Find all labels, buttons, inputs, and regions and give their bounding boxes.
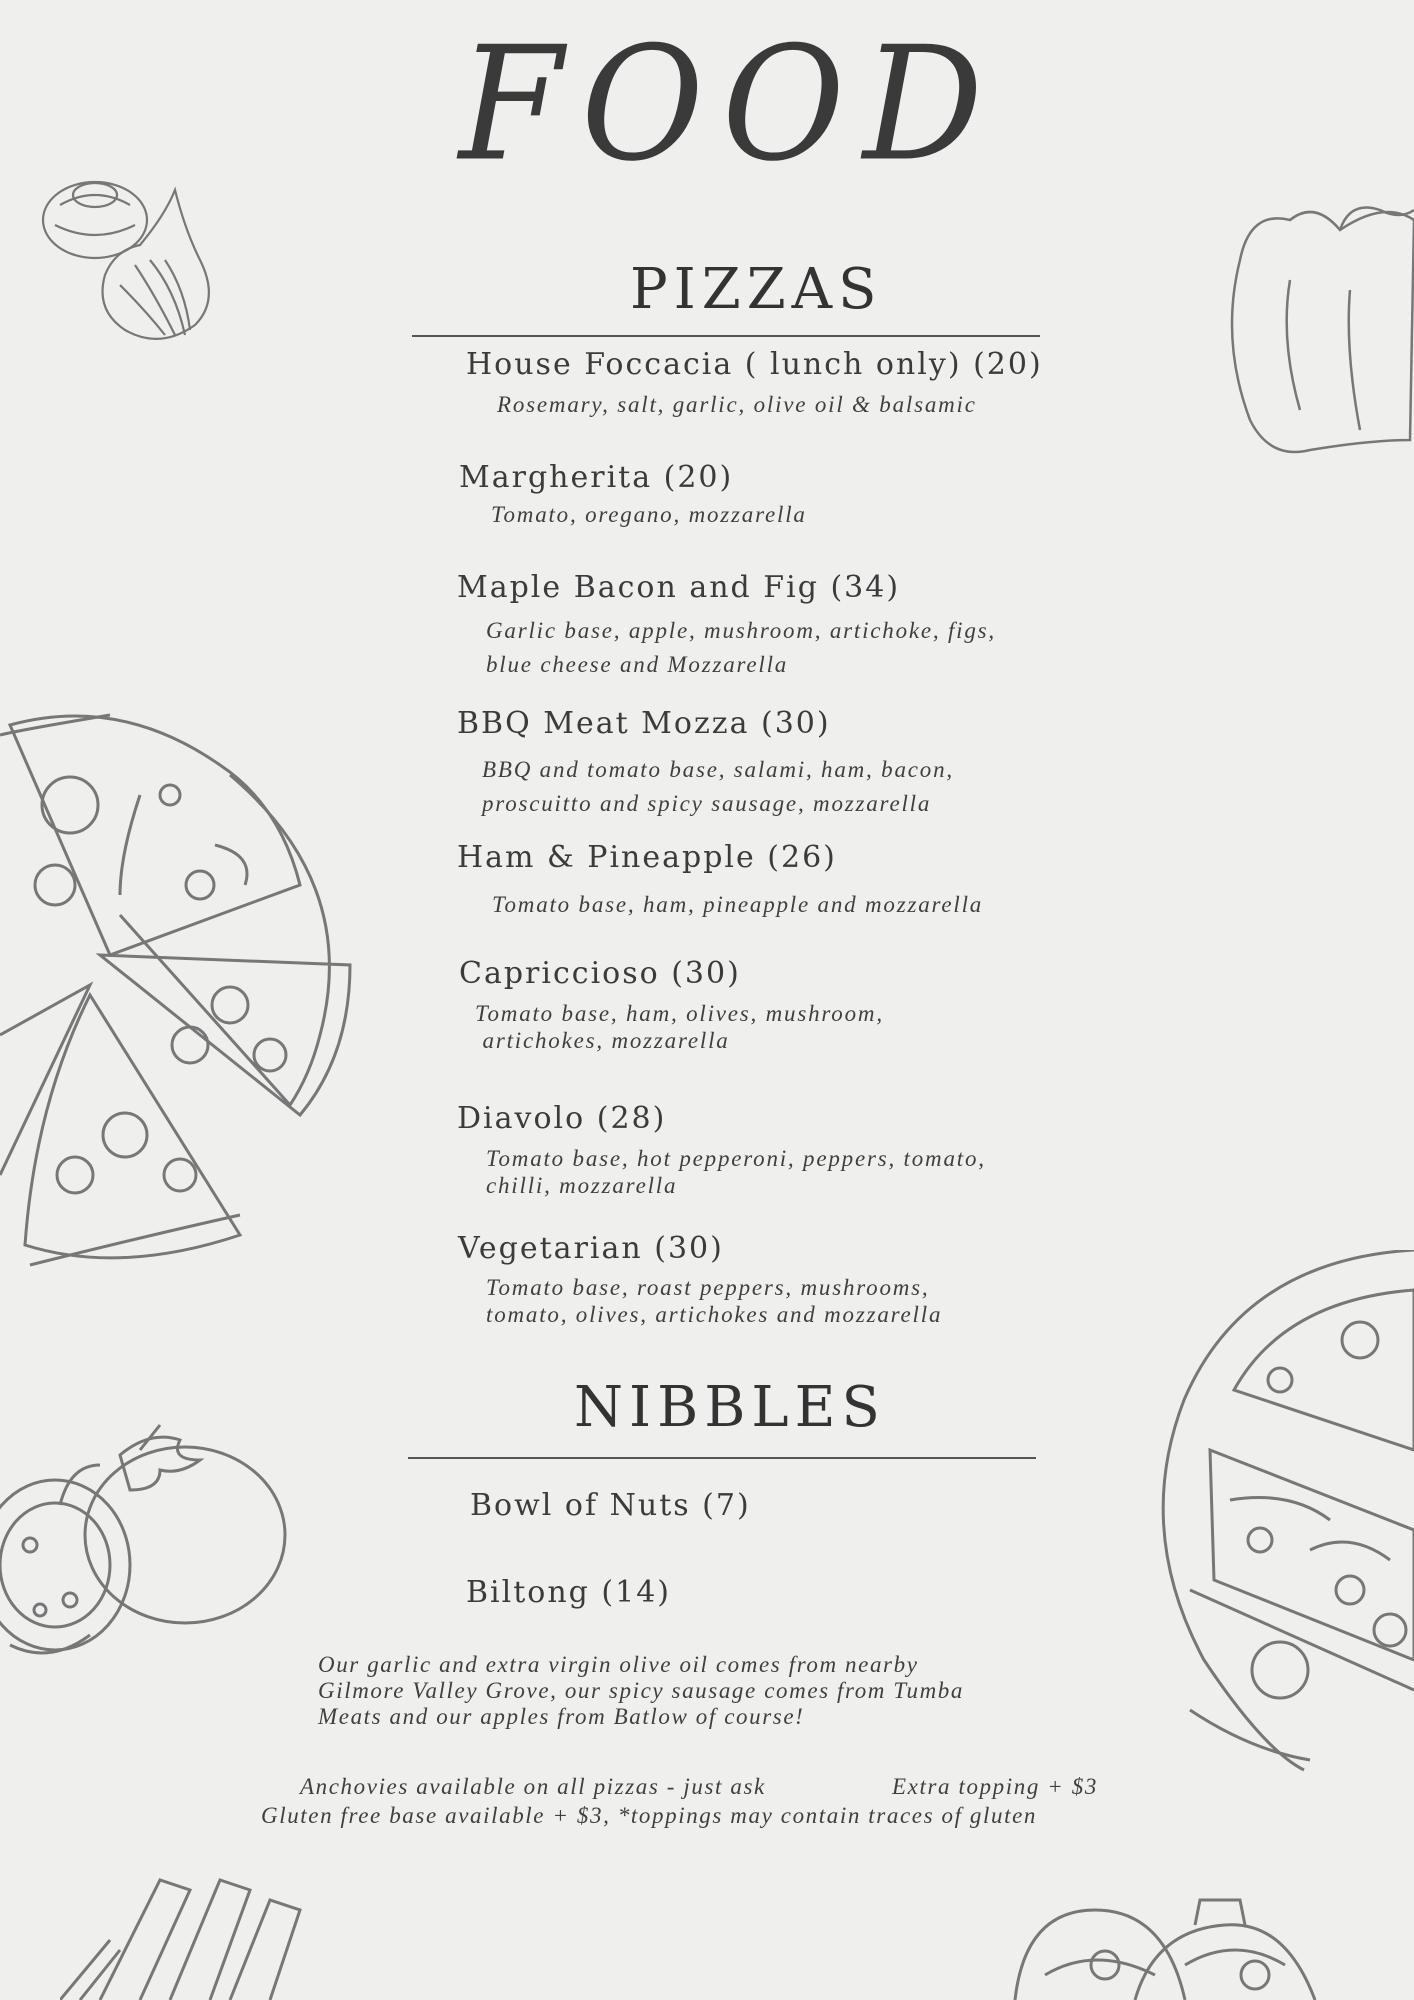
menu-title: FOOD	[458, 13, 1002, 197]
menu-item-description: Tomato base, ham, olives, mushroom, artichokes, mozzarella	[475, 1001, 884, 1053]
bell-pepper-illustration	[1230, 190, 1414, 490]
menu-item-description: Garlic base, apple, mushroom, artichoke, figs, blue cheese and Mozzarella	[486, 618, 996, 677]
pizza-illustration	[1150, 1250, 1414, 1790]
extra-topping-note: Extra topping + $3	[892, 1774, 1098, 1799]
pizzas-heading: PIZZAS	[630, 257, 883, 322]
nibbles-divider	[408, 1457, 1036, 1459]
garlic-illustration	[20, 165, 230, 365]
menu-item-name: Capriccioso (30)	[459, 956, 741, 991]
mushroom-illustration	[1005, 1895, 1345, 2000]
menu-item-name: Biltong (14)	[466, 1575, 671, 1610]
sourcing-note: Our garlic and extra virgin olive oil comes from nearby Gilmore Valley Grove, our spicy sausage comes from Tumba Meats and our apples from Batlow of course!	[318, 1652, 965, 1729]
menu-item-name: BBQ Meat Mozza (30)	[457, 706, 831, 741]
menu-item-description: BBQ and tomato base, salami, ham, bacon, proscuitto and spicy sausage, mozzarella	[482, 757, 954, 816]
menu-item-description: Tomato base, ham, pineapple and mozzarella	[492, 892, 984, 917]
anchovies-note: Anchovies available on all pizzas - just ask	[300, 1774, 766, 1799]
pizza-illustration	[0, 705, 380, 1275]
gluten-free-note: Gluten free base available + $3, *toppings may contain traces of gluten	[261, 1803, 1037, 1828]
menu-item-name: Maple Bacon and Fig (34)	[457, 570, 901, 605]
tomato-illustration	[0, 1415, 300, 1695]
menu-item-description: Tomato base, hot pepperoni, peppers, tomato, chilli, mozzarella	[486, 1146, 986, 1198]
menu-item-description: Tomato, oregano, mozzarella	[491, 502, 807, 527]
menu-item-description: Rosemary, salt, garlic, olive oil & balsamic	[497, 392, 977, 417]
pizzas-divider	[412, 335, 1040, 337]
menu-item-description: Tomato base, roast peppers, mushrooms, tomato, olives, artichokes and mozzarella	[486, 1275, 943, 1327]
menu-item-name: Bowl of Nuts (7)	[470, 1488, 751, 1523]
vegetable-illustration	[60, 1870, 330, 2000]
menu-item-name: Vegetarian (30)	[458, 1231, 724, 1266]
menu-item-name: Diavolo (28)	[457, 1101, 667, 1136]
nibbles-heading: NIBBLES	[574, 1375, 886, 1440]
menu-item-name: House Foccacia ( lunch only) (20)	[466, 347, 1043, 382]
menu-item-name: Ham & Pineapple (26)	[457, 840, 837, 875]
menu-item-name: Margherita (20)	[459, 460, 734, 495]
